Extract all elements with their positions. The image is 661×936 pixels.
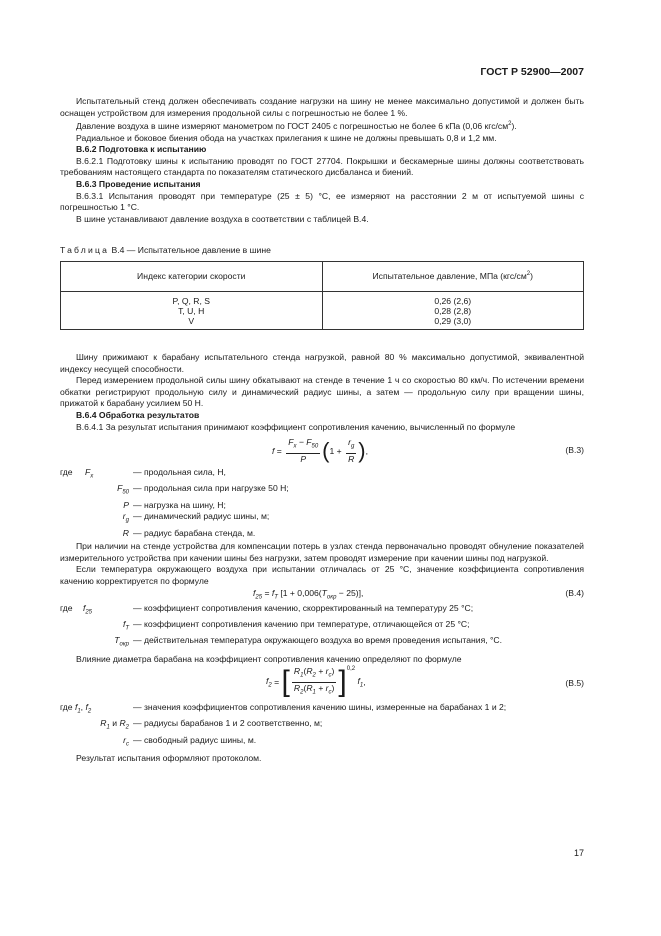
definition-row: $f_T$ — коэффициент сопротивления качению при температуре, отличающейся от 25 °С; bbox=[122, 618, 470, 632]
formula-b5-number: (В.5) bbox=[565, 678, 584, 689]
table-header-pressure: Испытательное давление, МПа $(кгс/см^2)$ bbox=[322, 261, 584, 291]
formula-b4 bbox=[60, 588, 584, 601]
table-header-row bbox=[61, 261, 584, 291]
formula-b5 bbox=[60, 666, 584, 700]
paragraph-air-pressure: Давление воздуха в шине измеряют манометром по ГОСТ 2405 с погрешностью не более 6 кПа (0,06 кгс/$см^2$). bbox=[76, 121, 517, 132]
formula-b4-definitions bbox=[60, 603, 584, 652]
pressure-table bbox=[60, 261, 584, 330]
paragraph-runout: Радиальное и боковое биения обода на участках прилегания к шине не должны превышать 0,8 и 1,2 мм. bbox=[76, 132, 497, 143]
definition-row: P — нагрузка на шину, Н; bbox=[123, 499, 226, 510]
paragraph-compensation: При наличии на стенде устройства для компенсации потерь в узлах стенда первоначально проводят обнуление показателей измерительного устройства при качении шины без нагрузки, затем проводят измерение при качении шины под нагрузкой. bbox=[60, 541, 584, 563]
formula-b3-definitions bbox=[60, 467, 584, 539]
definition-row: $r_c$ — свободный радиус шины, м. bbox=[123, 734, 257, 748]
formula-b4-number: (В.4) bbox=[565, 587, 584, 598]
table-header-index: Индекс категории скорости bbox=[61, 261, 323, 291]
definition-row: где $F_x$ — продольная сила, Н, bbox=[60, 467, 226, 480]
formula-b3-expression: f = $\frac{F_x - F_{50}}{P}$ ( 1 + $\frac{r_g}{R}$ ) , bbox=[272, 437, 369, 464]
paragraph-temperature-correction: Если температура окружающего воздуха при испытании отличалась от 25 °С, значение коэффициента сопротивления качению корректируется по формуле bbox=[60, 564, 584, 587]
formula-b5-expression: $f_2$ = [ $\frac{R_1(R_2 + r_c)}{R_2(R_1 + r_c)}$ ] $^{0,2}$ $f_1$ , bbox=[266, 665, 366, 699]
table-title: Таблица В.4 — Испытательное давление в шине bbox=[60, 245, 271, 256]
definition-row: $F_{50}$ — продольная сила при нагрузке 50 Н; bbox=[117, 483, 289, 497]
table-cell-index: P, Q, R, S T, U, H V bbox=[61, 291, 323, 329]
page-number: 17 bbox=[574, 848, 585, 858]
definition-row: где $f_1$, $f_2$ — значения коэффициентов сопротивления качению шины, измеренные на барабанах 1 и 2; bbox=[60, 702, 507, 715]
definition-row: $r_g$ — динамический радиус шины, м; bbox=[122, 511, 270, 525]
paragraph-protocol: Результат испытания оформляют протоколом. bbox=[76, 753, 262, 764]
section-heading-preparation: В.6.2 Подготовка к испытанию bbox=[76, 144, 207, 155]
paragraph-drum-diameter: Влияние диаметра барабана на коэффициент сопротивления качению определяют по формуле bbox=[76, 653, 462, 664]
paragraph-table-ref: В шине устанавливают давление воздуха в соответствии с таблицей В.4. bbox=[76, 213, 369, 224]
definition-row: $R_1$ и $R_2$ — радиусы барабанов 1 и 2 соответственно, м; bbox=[100, 718, 323, 732]
paragraph-running-in: Перед измерением продольной силы шину обкатывают на стенде в течение 1 ч со скоростью 80 км/ч. По истечении времени обкатки регистрируют продольную силу и динамический радиус шины, а затем — продольную силу при вращении шины, прижатой к барабану усилием 50 Н. bbox=[60, 375, 584, 409]
document-body bbox=[60, 96, 584, 765]
table-cell-pressure: 0,26 (2,6) 0,28 (2,8) 0,29 (3,0) bbox=[322, 291, 584, 329]
definition-row: $T_{окр}$ — действительная температура окружающего воздуха во время проведения испытания, °С. bbox=[114, 635, 503, 648]
paragraph-preparation: В.6.2.1 Подготовку шины к испытанию проводят по ГОСТ 27704. Покрышки и бескамерные шины должны соответствовать требованиям настоящего стандарта по показателям статического дисбаланса и биений. bbox=[60, 155, 584, 178]
definition-row: R — радиус барабана стенда, м. bbox=[122, 527, 256, 538]
paragraph-pressing: Шину прижимают к барабану испытательного стенда нагрузкой, равной 80 % максимально допустимой, эквивалентной индексу несущей способности. bbox=[60, 351, 584, 374]
section-heading-conducting: В.6.3 Проведение испытания bbox=[76, 179, 201, 190]
formula-b3-number: (В.3) bbox=[565, 445, 584, 456]
paragraph-test-stand: Испытательный стенд должен обеспечивать создание нагрузки на шину не менее максимально допустимой и должен быть оснащен устройством для измерения продольной силы с погрешностью не более 1 %. bbox=[60, 96, 584, 118]
formula-b5-definitions bbox=[60, 702, 584, 751]
table-row bbox=[61, 291, 584, 329]
section-heading-processing: В.6.4 Обработка результатов bbox=[76, 409, 200, 420]
paragraph-temperature: В.6.3.1 Испытания проводят при температуре (25 ± 5) °С, ее измеряют на расстоянии 2 м от испытуемой шины с погрешностью 1 °С. bbox=[60, 190, 584, 213]
formula-b3 bbox=[60, 435, 584, 465]
document-header: ГОСТ Р 52900—2007 bbox=[480, 66, 584, 78]
definition-row: где $f_{25}$ — коэффициент сопротивления качению, скорректированный на температуру 25 °С; bbox=[60, 602, 474, 616]
formula-b4-expression: $f_{25} = f_T$ $[1 + 0,006(T_{окр} - 25)]$, bbox=[253, 587, 364, 601]
paragraph-result-formula: В.6.4.1 За результат испытания принимают коэффициент сопротивления качению, вычисленный по формуле bbox=[76, 421, 516, 432]
